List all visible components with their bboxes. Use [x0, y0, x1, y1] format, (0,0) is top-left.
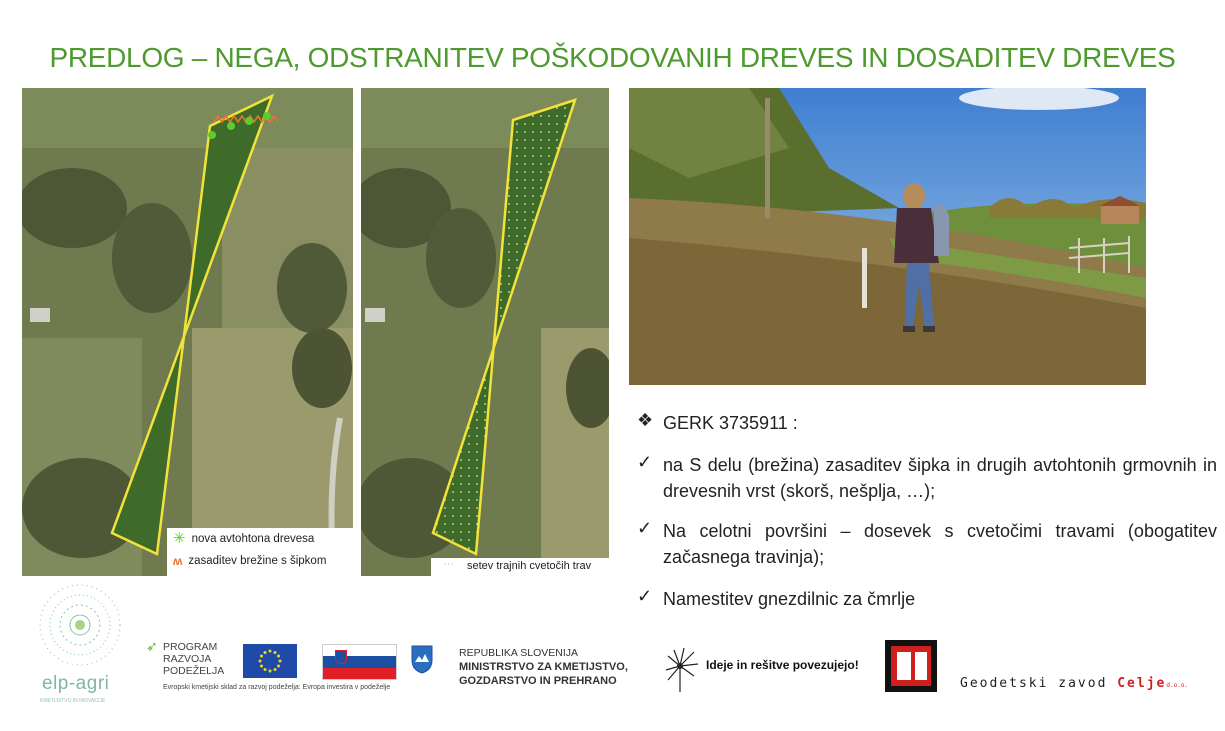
prp-line1: PROGRAM — [163, 641, 218, 653]
gz-suffix-text: d.o.o. — [1166, 682, 1189, 689]
gz-logo-icon — [885, 640, 937, 692]
field-photo — [629, 88, 1146, 385]
legend-trees-label: nova avtohtona drevesa — [191, 533, 315, 545]
prp-logo — [163, 641, 224, 677]
gz-city-text: Celje — [1117, 676, 1167, 691]
coat-of-arms-icon — [410, 644, 434, 674]
check-icon: ✓ — [637, 452, 653, 472]
elp-agri-tagline: KMETIJSTVO IN INOVACIJE — [40, 698, 106, 704]
elp-agri-logo — [30, 580, 130, 680]
bullet-text: na S delu (brežina) zasaditev šipka in drugih avtohtonih grmovnih in drevesnih vrst (skorš, nešplja, …); — [663, 455, 1217, 501]
eu-fund-text: Evropski kmetijski sklad za razvoj podeželja: Evropa investira v podeželje — [163, 684, 391, 691]
gerk-label: GERK 3735911 : — [663, 413, 798, 433]
ministry-line1: REPUBLIKA SLOVENIJA — [459, 647, 579, 659]
prp-leaf-icon: ➶ — [146, 638, 158, 654]
rose-strip-icon: ʍ — [173, 554, 183, 568]
map-legend — [167, 528, 353, 576]
ministry-line2: MINISTRSTVO ZA KMETIJSTVO, — [459, 661, 628, 673]
dotted-pattern-icon: ··· — [443, 558, 454, 570]
prp-line3: PODEŽELJA — [163, 665, 225, 677]
diamond-icon: ❖ — [637, 410, 654, 430]
legend-rose-label: zasaditev brežine s šipkom — [188, 555, 327, 567]
check-icon: ✓ — [637, 518, 653, 538]
bullet-text: Na celotni površini – dosevek s cvetočimi travami (obogatitev začasnega travinja); — [663, 521, 1217, 567]
elp-agri-wordmark: elp-agri — [42, 673, 110, 694]
footer-logos — [0, 580, 1225, 731]
check-icon: ✓ — [637, 586, 653, 606]
ideje-slogan: Ideje in rešitve povezujejo! — [706, 658, 859, 672]
slovenia-flag-icon — [322, 644, 397, 680]
map-legend-grass — [431, 558, 609, 576]
gz-main-text: Geodetski zavod — [960, 676, 1108, 691]
eu-flag-icon — [243, 644, 297, 678]
prp-line2: RAZVOJA — [163, 653, 212, 665]
gz-wordmark — [960, 676, 1188, 691]
page-title: PREDLOG – NEGA, ODSTRANITEV POŠKODOVANIH DREVES IN DOSADITEV DREVES — [49, 42, 1176, 73]
aerial-map-trees — [22, 88, 353, 576]
bullet-text: Namestitev gnezdilnic za čmrlje — [663, 589, 916, 609]
aerial-map-grass — [361, 88, 609, 576]
ministry-line3: GOZDARSTVO IN PREHRANO — [459, 675, 617, 687]
dandelion-icon — [662, 644, 704, 694]
ministry-logo — [459, 646, 628, 688]
legend-grass-label: setev trajnih cvetočih trav — [467, 560, 592, 572]
tree-icon: ✳ — [173, 530, 186, 547]
